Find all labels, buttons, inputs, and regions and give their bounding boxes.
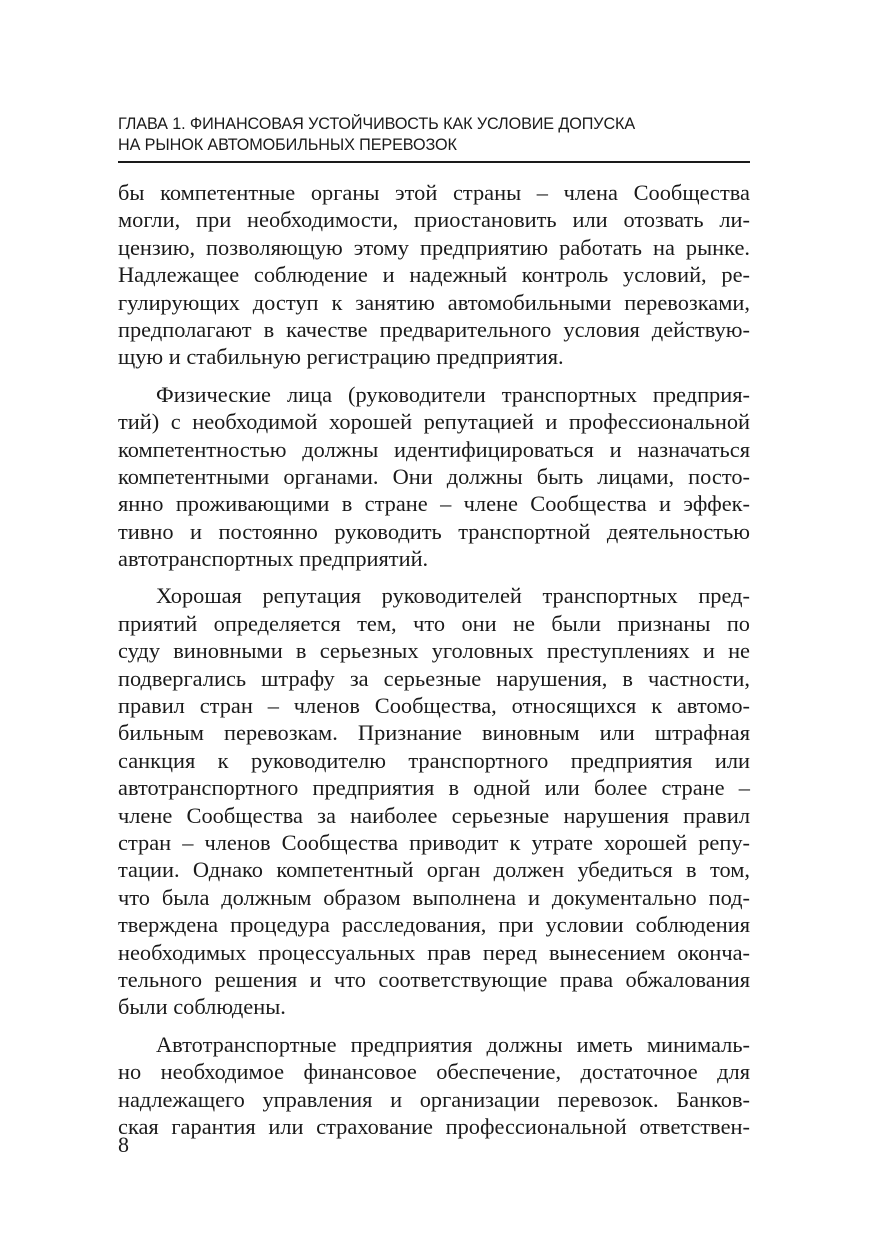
text-line: тверждена процедура расследования, при условии соблюдения <box>118 912 750 938</box>
text-line: тации. Однако компетентный орган должен убедиться в том, <box>118 857 750 883</box>
text-line: тивно и постоянно руководить транспортной деятельностью <box>118 518 750 544</box>
text-line: автотранспортных предприятий. <box>118 546 429 572</box>
text-line: цензию, позволяющую этому предприятию работать на рынке. <box>118 234 750 260</box>
running-header <box>118 114 750 156</box>
running-header-line-1: ГЛАВА 1. ФИНАНСОВАЯ УСТОЙЧИВОСТЬ КАК УСЛОВИЕ ДОПУСКА <box>118 115 636 133</box>
text-line: гулирующих доступ к занятию автомобильными перевозками, <box>118 289 750 315</box>
text-line: бы компетентные органы этой страны – члена Сообщества <box>118 180 750 205</box>
text-line: приятий определяется тем, что они не были признаны по <box>118 610 750 636</box>
text-line: предполагают в качестве предварительного условия действую- <box>118 316 750 342</box>
text-line: суду виновными в серьезных уголовных преступлениях и не <box>118 638 750 664</box>
text-line: были соблюдены. <box>118 994 286 1020</box>
text-line: необходимых процессуальных прав перед вынесением оконча- <box>118 939 750 965</box>
text-line: Хорошая репутация руководителей транспортных пред- <box>156 583 750 609</box>
text-line: янно проживающими в стране – члене Сообщества и эффек- <box>118 491 750 517</box>
text-line: компетентностью должны идентифицироваться и назначаться <box>118 436 750 462</box>
text-line: ская гарантия или страхование профессиональной ответствен- <box>118 1113 750 1139</box>
text-line: Автотранспортные предприятия должны иметь минималь- <box>156 1031 750 1057</box>
text-line: Надлежащее соблюдение и надежный контроль условий, ре- <box>118 262 750 288</box>
text-line: могли, при необходимости, приостановить или отозвать ли- <box>118 207 750 233</box>
text-line: бильным перевозкам. Признание виновным или штрафная <box>118 720 750 746</box>
text-line: автотранспортного предприятия в одной или более стране – <box>118 775 750 801</box>
text-line: что была должным образом выполнена и документально под- <box>118 884 750 910</box>
paragraph <box>118 1031 750 1141</box>
text-line: но необходимое финансовое обеспечение, достаточное для <box>118 1059 750 1085</box>
text-line: надлежащего управления и организации перевозок. Банков- <box>118 1086 750 1112</box>
text-line: щую и стабильную регистрацию предприятия. <box>118 344 564 370</box>
book-page <box>118 0 750 1258</box>
text-line: тий) с необходимой хорошей репутацией и профессиональной <box>118 409 750 435</box>
paragraph <box>118 179 750 371</box>
text-line: подвергались штрафу за серьезные нарушения, в частности, <box>118 665 750 691</box>
running-header-line-2: НА РЫНОК АВТОМОБИЛЬНЫХ ПЕРЕВОЗОК <box>118 136 457 154</box>
text-line: стран – членов Сообщества приводит к утрате хорошей репу- <box>118 829 750 855</box>
body-text <box>118 179 750 1150</box>
text-line: члене Сообщества за наиболее серьезные нарушения правил <box>118 802 750 828</box>
header-rule <box>118 161 750 163</box>
text-line: Физические лица (руководители транспортных предприя- <box>156 381 750 407</box>
page-number: 8 <box>118 1132 129 1157</box>
text-line: правил стран – членов Сообщества, относящихся к автомо- <box>118 693 750 719</box>
text-line: компетентными органами. Они должны быть лицами, посто- <box>118 463 750 489</box>
text-line: санкция к руководителю транспортного предприятия или <box>118 747 750 773</box>
paragraph <box>118 381 750 573</box>
text-line: тельного решения и что соответствующие права обжалования <box>118 966 750 992</box>
paragraph <box>118 582 750 1020</box>
